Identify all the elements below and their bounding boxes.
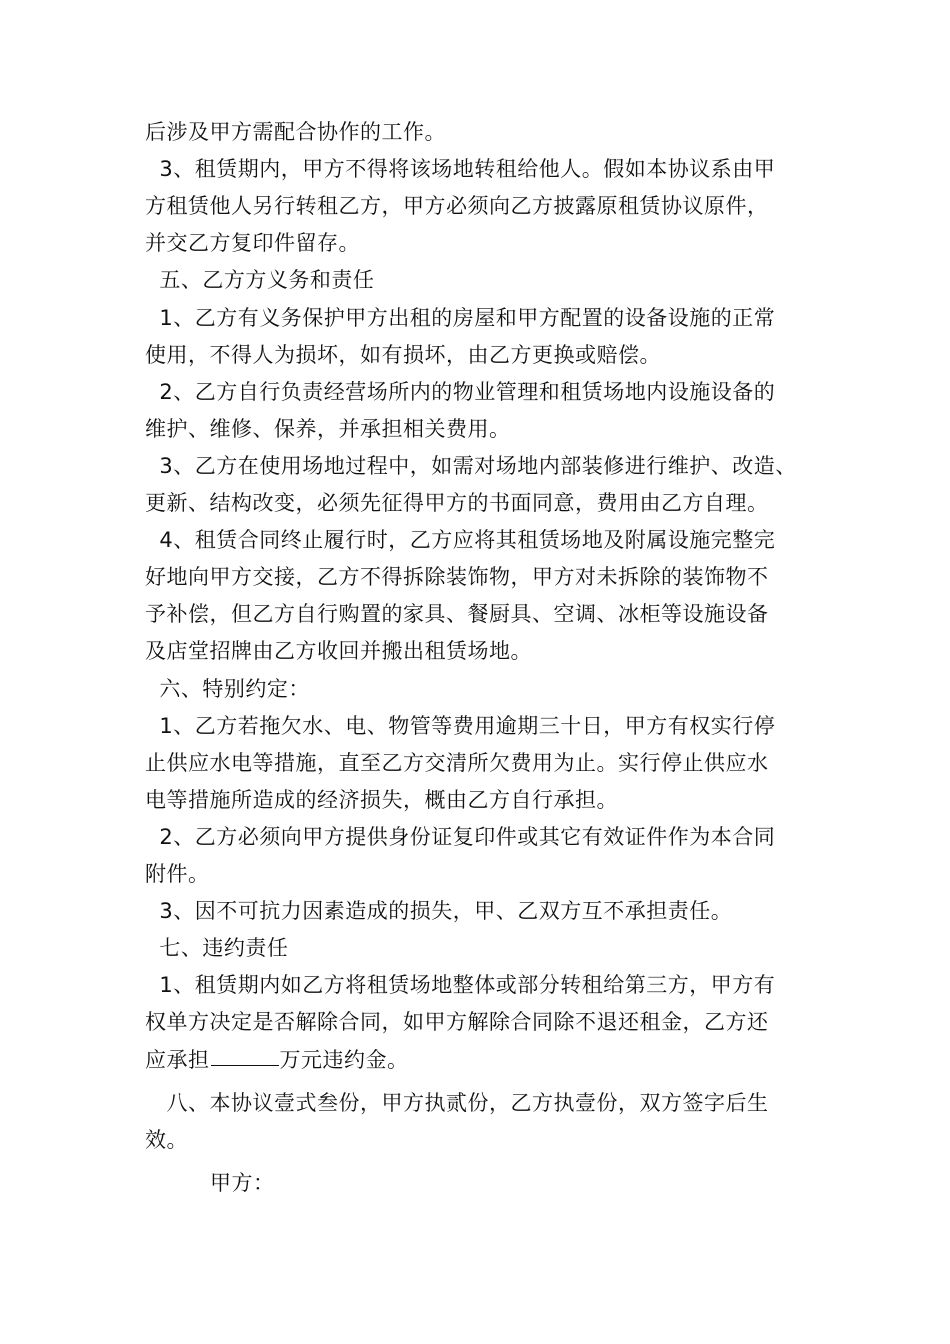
- document-line: 2、乙方必须向甲方提供身份证复印件或其它有效证件作为本合同: [145, 825, 776, 849]
- document-line: 使用，不得人为损坏，如有损坏，由乙方更换或赔偿。: [145, 343, 661, 367]
- document-line: 方租赁他人另行转租乙方，甲方必须向乙方披露原租赁协议原件，: [145, 194, 769, 218]
- penalty-suffix: 万元违约金。: [279, 1048, 409, 1072]
- document-line: 附件。: [145, 862, 210, 886]
- penalty-amount-blank[interactable]: [211, 1063, 279, 1066]
- document-line: 3、因不可抗力因素造成的损失，甲、乙双方互不承担责任。: [145, 899, 733, 923]
- document-line: 2、乙方自行负责经营场所内的物业管理和租赁场地内设施设备的: [145, 380, 776, 404]
- document-line: 4、租赁合同终止履行时，乙方应将其租赁场地及附属设施完整完: [145, 528, 776, 552]
- document-line: 后涉及甲方需配合协作的工作。: [145, 120, 446, 144]
- document-line: 权单方决定是否解除合同，如甲方解除合同除不退还租金，乙方还: [145, 1010, 769, 1034]
- document-line: 3、乙方在使用场地过程中，如需对场地内部装修进行维护、改造、: [145, 454, 797, 478]
- document-line: 3、租赁期内，甲方不得将该场地转租给他人。假如本协议系由甲: [145, 157, 776, 181]
- document-line: 七、违约责任: [145, 936, 289, 960]
- document-line: 予补偿，但乙方自行购置的家具、餐厨具、空调、冰柜等设施设备: [145, 602, 769, 626]
- document-line: 六、特别约定：: [145, 677, 310, 701]
- penalty-clause-line: [145, 1045, 409, 1075]
- document-line: 1、乙方有义务保护甲方出租的房屋和甲方配置的设备设施的正常: [145, 306, 776, 330]
- document-line: 及店堂招牌由乙方收回并搬出租赁场地。: [145, 639, 532, 663]
- document-line: 更新、结构改变，必须先征得甲方的书面同意，费用由乙方自理。: [145, 491, 769, 515]
- penalty-prefix: 应承担: [145, 1048, 210, 1072]
- document-line: 止供应水电等措施，直至乙方交清所欠费用为止。实行停止供应水: [145, 751, 769, 775]
- clause-8-line-1: 八、本协议壹式叁份，甲方执贰份，乙方执壹份，双方签字后生: [145, 1091, 769, 1115]
- clause-8-line-2: 效。: [145, 1128, 188, 1152]
- document-line: 五、乙方方义务和责任: [145, 268, 375, 292]
- document-line: 1、租赁期内如乙方将租赁场地整体或部分转租给第三方，甲方有: [145, 973, 776, 997]
- document-line: 并交乙方复印件留存。: [145, 231, 360, 255]
- document-line: 电等措施所造成的经济损失，概由乙方自行承担。: [145, 788, 618, 812]
- document-line: 好地向甲方交接，乙方不得拆除装饰物，甲方对未拆除的装饰物不: [145, 565, 769, 589]
- party-a-signature-label: 甲方：: [210, 1171, 275, 1195]
- document-line: 1、乙方若拖欠水、电、物管等费用逾期三十日，甲方有权实行停: [145, 714, 776, 738]
- document-line: 维护、维修、保养，并承担相关费用。: [145, 417, 511, 441]
